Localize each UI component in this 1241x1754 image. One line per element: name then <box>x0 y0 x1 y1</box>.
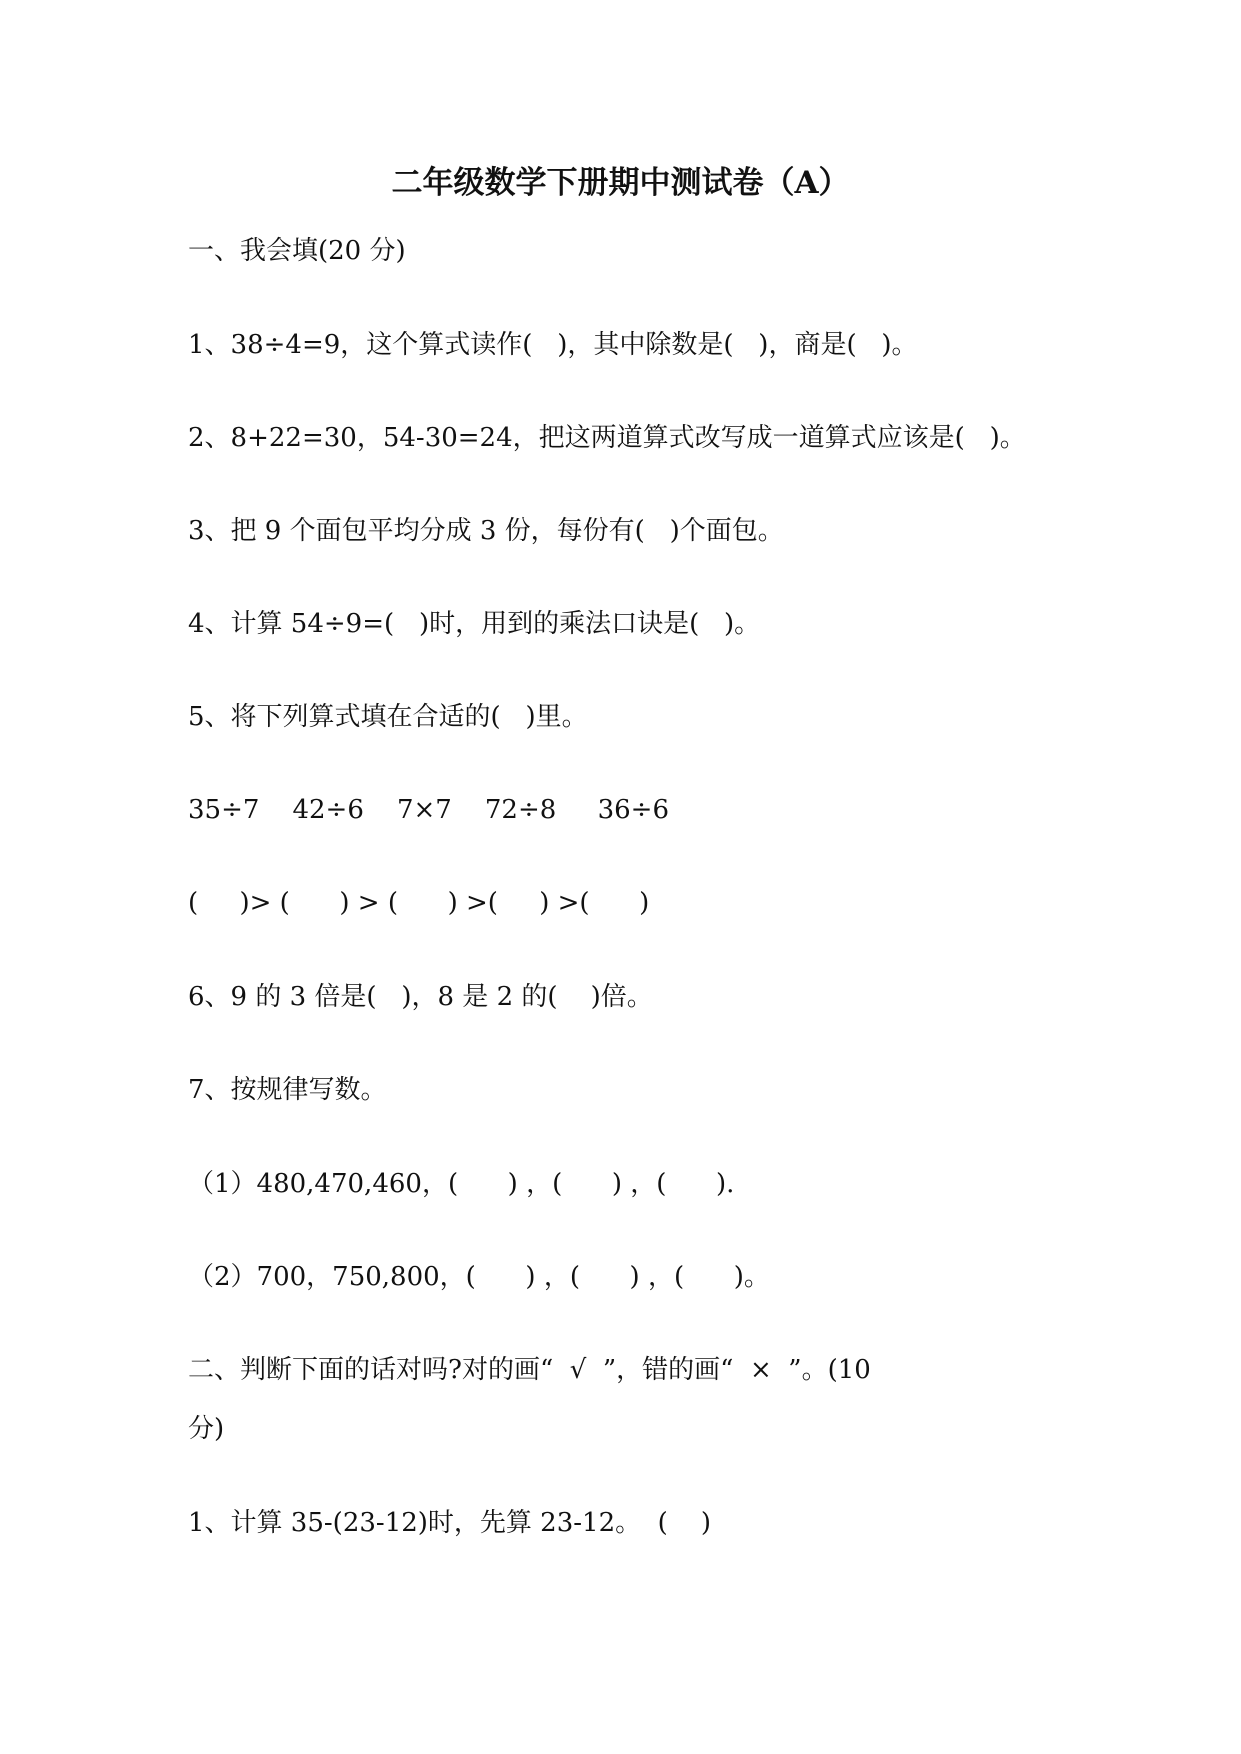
question-1-2: 2、8+22=30，54-30=24，把这两道算式改写成一道算式应该是( )。 <box>188 423 1026 453</box>
question-1-7-part-1: （1）480,470,460，( ) ，( ) ，( ). <box>188 1169 735 1199</box>
section-2-heading-continued: 分) <box>188 1414 225 1444</box>
question-1-7: 7、按规律写数。 <box>188 1075 387 1105</box>
question-1-1: 1、38÷4=9，这个算式读作( )，其中除数是( )，商是( )。 <box>188 330 918 360</box>
question-2-1: 1、计算 35-(23-12)时，先算 23-12。 ( ) <box>188 1508 712 1538</box>
question-1-3: 3、把 9 个面包平均分成 3 份，每份有( )个面包。 <box>188 516 784 546</box>
question-1-4: 4、计算 54÷9=( )时，用到的乘法口诀是( )。 <box>188 609 761 639</box>
question-1-7-part-2: （2）700，750,800，( ) ，( ) ，( )。 <box>188 1262 770 1292</box>
section-1-heading: 一、我会填(20 分) <box>188 236 406 266</box>
question-1-5-blanks: ( )> ( ) > ( ) >( ) >( ) <box>188 888 650 918</box>
question-1-5-expressions: 35÷7 42÷6 7×7 72÷8 36÷6 <box>188 795 670 825</box>
section-2-heading: 二、判断下面的话对吗?对的画“ √ ”，错的画“ × ”。(10 <box>188 1355 871 1385</box>
question-1-6: 6、9 的 3 倍是( )，8 是 2 的( )倍。 <box>188 982 653 1012</box>
question-1-5: 5、将下列算式填在合适的( )里。 <box>188 702 588 732</box>
page-title: 二年级数学下册期中测试卷（A） <box>391 165 850 201</box>
